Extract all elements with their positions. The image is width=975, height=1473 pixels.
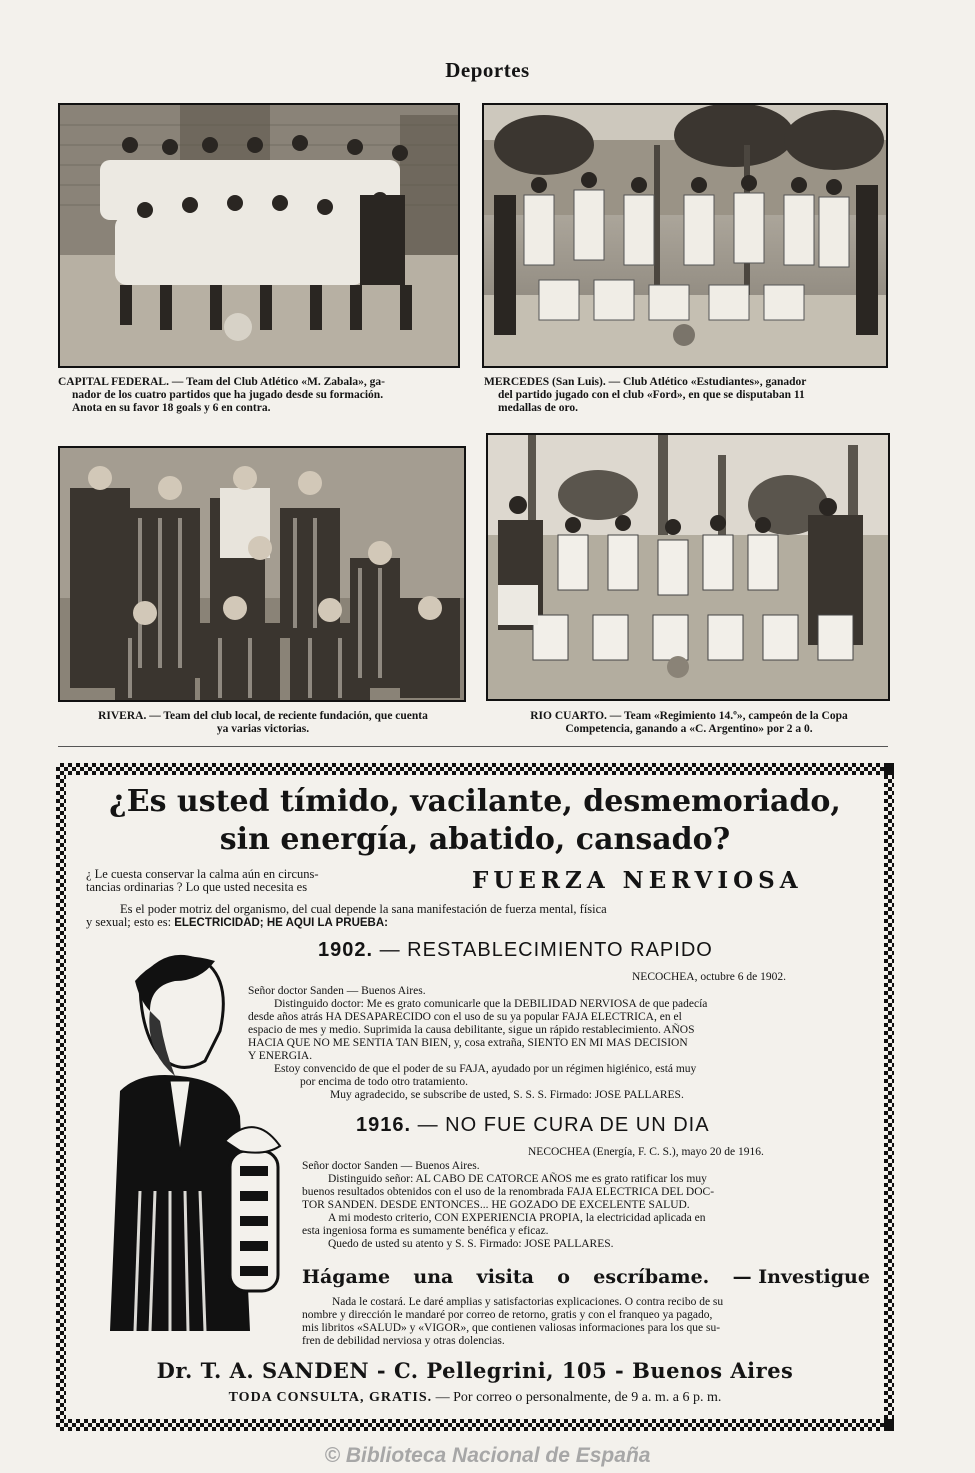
ad-motor: Es el poder motriz del organismo, del cual depende la sana manifestación de fuerza mental, física y sexual; esto es: ELECTRICIDAD; HE AQUI LA PRUEBA: [86,902,607,929]
testimonial-1902-letter: Señor doctor Sanden — Buenos Aires. Distinguido doctor: Me es grato comunicarle que la DEBILIDAD NERVIOSA de que padecía desde años atrás HA DESAPARECIDO con el uso de su ya popular FAJA ELECTRICA, en el espacio de mes y medio. Suprimida la causa debilitante, sigue un rápido restablecimiento. AÑOS HACIA QUE NO ME SENTIA TAN BIEN, y, cosa extraña, SIENTO EN MI MAS DECISION Y ENERGIA. Estoy convencido de que el poder de su FAJA, ayudado por un régimen higiénico, está muy por encima de todo otro tratamiento. Muy agradecido, se subscribe de usted, S. S. S. Firmado: JOSE PALLARES. [248,985,708,1101]
testimonial-1916-place-date: NECOCHEA (Energía, F. C. S.), mayo 20 de 1916. [528,1146,764,1158]
team-photo-capital-federal [58,103,460,368]
testimonial-1916-letter: Señor doctor Sanden — Buenos Aires. Distinguido señor: AL CABO DE CATORCE AÑOS me es grato ratificar los muy buenos resultados obtenidos con el uso de la renombrada FAJA ELECTRICA DEL DOC- TOR SANDEN. DESDE ENTONCES... HE GOZADO DE EXCELENTE SALUD. A mi modesto criterio, CON EXPERIENCIA PROPIA, la electricidad aplicada en esta ingeniosa forma es sumamente benéfica y eficaz. Quedo de usted su atento y S. S. Firmado: JOSE PALLARES. [302,1160,715,1250]
testimonial-1916-heading: 1916. — NO FUE CURA DE UN DIA [356,1114,710,1136]
caption-rio-cuarto: RIO CUARTO. — Team «Regimiento 14.º», campeón de la Copa Competencia, ganando a «C. Argentino» por 2 a 0. [530,710,848,735]
ad-border-left [56,763,66,1431]
ad-offer-text: Nada le costará. Le daré amplias y satisfactorias explicaciones. O contra recibo de su nombre y dirección le mandaré por correo de retorno, gratis y con el franqueo ya pagado, mis libritos «SALUD» y «VIGOR», que contienen valiosas informaciones para los que su- fren de debilidad nerviosa y otras dolencias. [302,1296,724,1347]
ad-fuerza-nerviosa: FUERZA NERVIOSA [472,867,803,894]
caption-mercedes: MERCEDES (San Luis). — Club Atlético «Estudiantes», ganador del partido jugado con el club «Ford», en que se disputaban 11 medallas de oro. [484,376,807,414]
ad-consult-line: TODA CONSULTA, GRATIS. — Por correo o personalmente, de 9 a. m. a 6 p. m. [228,1390,722,1405]
caption-capital-federal: CAPITAL FEDERAL. — Team del Club Atlético «M. Zabala», ga- nador de los cuatro partidos que ha jugado desde su formación. Anota en su favor 18 goals y 6 en contra. [58,376,385,414]
ad-visit-line: Hágame una visita o escríbame. — Investigue [302,1266,870,1288]
testimonial-1902-place-date: NECOCHEA, octubre 6 de 1902. [632,971,786,983]
section-divider [58,746,888,747]
team-photo-mercedes [482,103,888,368]
section-title: Deportes [445,58,530,82]
ad-border-right [884,763,894,1431]
ad-intro: ¿ Le cuesta conservar la calma aún en circuns- tancias ordinarias ? Lo que usted necesita es [86,867,319,894]
ad-border-bottom [56,1419,894,1431]
team-photo-rio-cuarto [486,433,890,701]
caption-rivera: RIVERA. — Team del club local, de reciente fundación, que cuenta ya varias victorias. [98,710,428,735]
library-watermark: © Biblioteca Nacional de España [324,1444,651,1467]
ad-border-top [56,763,894,775]
team-photo-rivera [58,446,466,702]
ad-headline: ¿Es usted tímido, vacilante, desmemoriado, sin energía, abatido, cansado? [109,784,841,857]
sanden-advertisement [56,763,894,1431]
testimonial-1902-heading: 1902. — RESTABLECIMIENTO RAPIDO [318,939,713,961]
ad-address: Dr. T. A. SANDEN - C. Pellegrini, 105 - Buenos Aires [156,1358,794,1383]
